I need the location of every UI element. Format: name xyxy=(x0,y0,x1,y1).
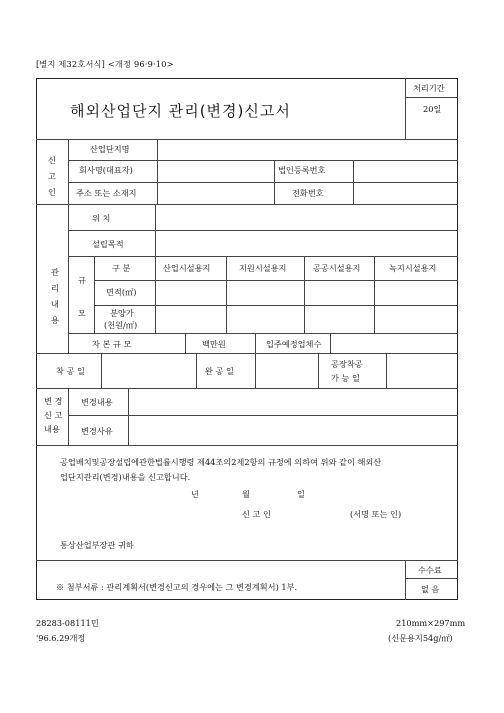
revision-date: '96.6.29개정 xyxy=(36,633,86,643)
title-divider xyxy=(405,78,406,139)
price-label-2: (천원/㎡) xyxy=(104,320,138,330)
signer-label: 신 고 인 xyxy=(242,509,271,519)
processing-period: 20일 xyxy=(423,104,442,114)
management-section-label-2: 리 xyxy=(51,283,59,293)
date-year: 년 xyxy=(191,489,199,499)
column-industrial: 산업시설용지 xyxy=(163,263,211,273)
declaration-line-1: 공업배치및공장설립에관한법률시행령 제44조의2제2항의 규정에 의하여 위와 같이 해외산 xyxy=(60,457,382,467)
factory-start-label-2: 가 능 일 xyxy=(331,373,360,383)
change-section-label-2: 신 고 xyxy=(44,410,63,420)
capital-label: 자 본 규 모 xyxy=(92,339,132,349)
start-date-label: 착 공 일 xyxy=(56,366,85,376)
scale-label-1: 규 xyxy=(78,275,86,285)
management-section-border xyxy=(68,204,69,353)
attachments-text: ※ 첨부서류 : 관리계획서(변경신고의 경우에는 그 변경계획서) 1부. xyxy=(56,582,298,592)
signer-note: (서명 또는 인) xyxy=(350,509,402,519)
date-day: 일 xyxy=(297,489,305,499)
form-number: [별지 제32호서식] <개정 96·9·10> xyxy=(36,59,174,69)
phone-label: 전화번호 xyxy=(292,188,324,198)
fee-value: 없 음 xyxy=(421,584,440,594)
applicant-section-border xyxy=(68,139,69,204)
change-section-label-1: 변 경 xyxy=(44,396,63,406)
applicant-section-label-3: 인 xyxy=(48,187,56,197)
column-green: 녹지시설용지 xyxy=(389,263,437,273)
complex-name-label: 산업단지명 xyxy=(90,144,130,154)
area-label: 면적(㎡) xyxy=(106,287,137,297)
management-section-label-3: 내 xyxy=(51,299,59,309)
company-label: 회사명(대표자) xyxy=(79,165,133,175)
change-section-border xyxy=(68,388,69,445)
recipient: 통상산업부장관 귀하 xyxy=(60,540,134,550)
change-section-label-3: 내용 xyxy=(44,424,60,434)
page-title: 해외산업단지 관리(변경)신고서 xyxy=(70,102,291,120)
processing-label: 처리기간 xyxy=(413,83,445,93)
factory-start-label-1: 공장착공 xyxy=(331,359,363,369)
title-bottom-line xyxy=(36,139,458,140)
price-label-1: 분양가 xyxy=(110,308,134,318)
column-public: 공공시설용지 xyxy=(313,263,361,273)
complete-date-label: 완 공 일 xyxy=(205,366,234,376)
address-label: 주소 또는 소재지 xyxy=(76,188,137,198)
fee-label: 수수료 xyxy=(418,565,442,575)
applicant-section-label-1: 신 xyxy=(48,155,56,165)
change-reason-label: 변경사유 xyxy=(81,426,113,436)
capital-unit: 백만원 xyxy=(202,339,226,349)
change-content-label: 변경내용 xyxy=(81,397,113,407)
column-support: 지원시설용지 xyxy=(239,263,287,273)
purpose-label: 설립목적 xyxy=(92,239,124,249)
form-code: 28283-08111민 xyxy=(36,618,99,628)
applicant-section-label-2: 고 xyxy=(48,171,56,181)
scale-label-2: 모 xyxy=(78,308,86,318)
paper-size: 210mm×297mm xyxy=(396,618,466,628)
management-section-label-1: 관 xyxy=(51,267,59,277)
processing-divider xyxy=(405,97,458,98)
location-label: 위 치 xyxy=(92,213,111,223)
paper-type: (신문용지54g/㎡) xyxy=(388,633,453,643)
management-section-label-4: 용 xyxy=(51,315,59,325)
declaration-line-2: 업단지관리(변경)내용을 신고합니다. xyxy=(60,472,191,482)
corp-reg-label: 법인등록번호 xyxy=(278,165,326,175)
tenants-label: 입주예정업체수 xyxy=(266,339,322,349)
date-month: 월 xyxy=(242,489,250,499)
division-label: 구 분 xyxy=(112,263,131,273)
